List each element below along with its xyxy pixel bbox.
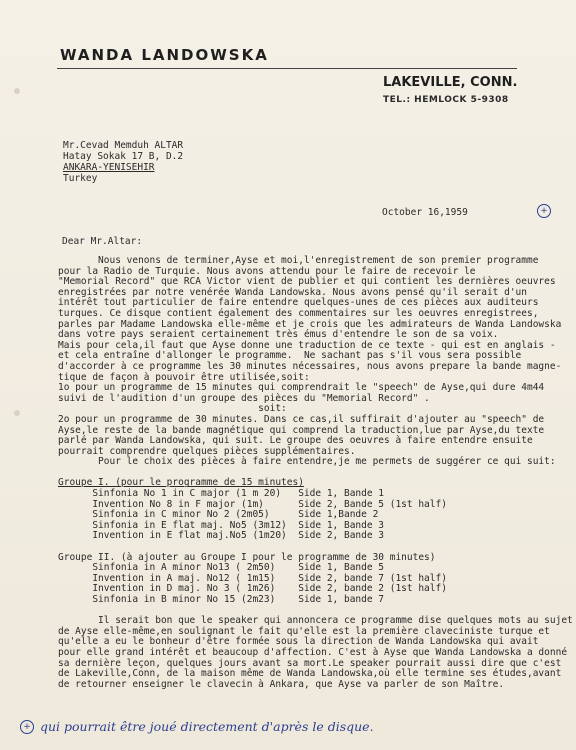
letterhead-telephone: TEL.: HEMLOCK 5-9308 <box>383 95 509 105</box>
handwritten-plus-marker: + <box>537 204 551 218</box>
body-line: Nous venons de terminer,Ayse et moi,l'enregistrement de son premier programme <box>58 255 539 266</box>
salutation: Dear Mr.Altar: <box>62 236 143 247</box>
recipient-city: ANKARA-YENISEHIR <box>63 162 155 173</box>
body-line: Sinfonia in C minor No 2 (2m05) Side 1,Bande 2 <box>58 509 379 521</box>
body-line: "Memorial Record" que RCA Victor vient de publier et qui contient les dernières oeuvres <box>58 276 556 288</box>
body-line: dans votre pays seraient certainement très émus d'entendre le son de sa voix. <box>58 329 499 341</box>
body-line: Mais pour cela,il faut que Ayse donne une traduction de ce texte - qui est en anglais - <box>58 339 556 351</box>
body-line: d'accorder à ce programme les 30 minutes nécessaires, nous avons prepare la bande magne- <box>58 360 562 372</box>
body-line: Invention in A maj. No12 ( 1m15) Side 2, bande 7 (1st half) <box>58 572 447 584</box>
recipient-name: Mr.Cevad Memduh ALTAR <box>63 140 184 151</box>
body-line: Invention No 8 in F major (1m) Side 2, Bande 5 (1st half) <box>58 498 447 510</box>
body-line: parles par Madame Landowska elle-même et je crois que les admirateurs de Wanda Landowska <box>58 318 562 330</box>
handwritten-footnote-marker: + <box>20 720 34 734</box>
letterhead-name: WANDA LANDOWSKA <box>60 46 269 64</box>
body-line: de retourner enseigner le clavecin à Ankara, que Ayse va parler de son Maître. <box>58 678 505 690</box>
letter-body <box>58 255 573 690</box>
body-line: 2o pour un programme de 30 minutes. Dans ce cas,il suffirait d'ajouter au "speech" de <box>58 413 545 425</box>
punch-hole <box>14 410 20 416</box>
body-line: tique de façon à pouvoir être utilisée,soit: <box>58 371 310 383</box>
group-heading: Groupe II. (à ajouter au Groupe I pour le programme de 30 minutes) <box>58 551 436 563</box>
letterhead-rule <box>57 68 517 69</box>
body-line: turques. Ce disque contient également des commentaires sur les oeuvres enregistrees, <box>58 307 539 319</box>
body-line: pour la Radio de Turquie. Nous avons attendu pour le faire de recevoir le <box>58 265 476 277</box>
body-line: pourrait comprendre quelques pièces supplémentaires. <box>58 445 356 457</box>
group-heading: Groupe I. (pour le programme de 15 minutes) <box>58 477 304 489</box>
letter-date: October 16,1959 <box>382 207 468 218</box>
body-line: de Ayse elle-même,en soulignant le fait qu'elle est la première claveciniste turque et <box>58 625 550 637</box>
body-line: Il serait bon que le speaker qui annoncera ce programme dise quelques mots au sujet <box>58 615 573 627</box>
letterhead-city: LAKEVILLE, CONN. <box>383 75 518 90</box>
body-line: Sinfonia in B minor No 15 (2m23) Side 1, bande 7 <box>58 594 385 605</box>
body-line: Sinfonia in A minor No13 ( 2m50) Side 1, Bande 5 <box>58 562 385 574</box>
body-line: 1o pour un programme de 15 minutes qui comprendrait le "speech" de Ayse,qui dure 4m44 <box>58 382 545 394</box>
body-line: soit: <box>58 403 287 415</box>
body-line: suivi de l'audition d'un groupe des pièces du "Memorial Record" . <box>58 392 430 404</box>
body-line: Pour le choix des pièces à faire entendre,je me permets de suggérer ce qui suit: <box>58 456 556 468</box>
body-line: qu'elle a eu le bonheur d'être formée sous la direction de Wanda Landowska qui avait <box>58 636 539 648</box>
body-line: sa dernière leçon, quelques jours avant sa mort.Le speaker pourrait aussi dire que c'est <box>58 657 562 669</box>
body-line: Sinfonia No 1 in C major (1 m 20) Side 1, Bande 1 <box>58 488 385 500</box>
recipient-street: Hatay Sokak 17 B, D.2 <box>63 151 184 162</box>
body-line: et cela entraîne d'allonger le programme. Ne sachant pas s'il vous sera possible <box>58 350 522 362</box>
body-line: intérêt tout particulier de faire entendre quelques-unes de ces pièces aux auditeurs <box>58 297 539 309</box>
recipient-country: Turkey <box>63 173 98 184</box>
body-line: Ayse,le reste de la bande magnétique qui comprend la traduction,lue par Ayse,du texte <box>58 424 545 436</box>
body-line: Invention in D maj. No 3 ( 1m26) Side 2, bande 2 (1st half) <box>58 583 447 595</box>
body-line: Invention in E flat maj.No5 (1m20) Side 2, Bande 3 <box>58 530 385 542</box>
body-line: parlé par Wanda Landowska, qui suit. Le groupe des oeuvres à faire entendre ensuite <box>58 435 533 447</box>
handwritten-footnote: qui pourrait être joué directement d'après le disque. <box>40 719 374 734</box>
body-line: pour elle grand intérêt et beaucoup d'affection. C'est à Ayse que Wanda Landowska a donné <box>58 646 568 658</box>
body-line: Sinfonia in E flat maj. No5 (3m12) Side 1, Bande 3 <box>58 519 385 531</box>
body-line: enregistrées par notre venérée Wanda Landowska. Nous avons pensé qu'il serait d'un <box>58 286 527 298</box>
punch-hole <box>14 88 20 94</box>
body-line: de Lakeville,Conn, de la maison même de Wanda Landowska,où elle termine ses études,avant <box>58 668 562 680</box>
